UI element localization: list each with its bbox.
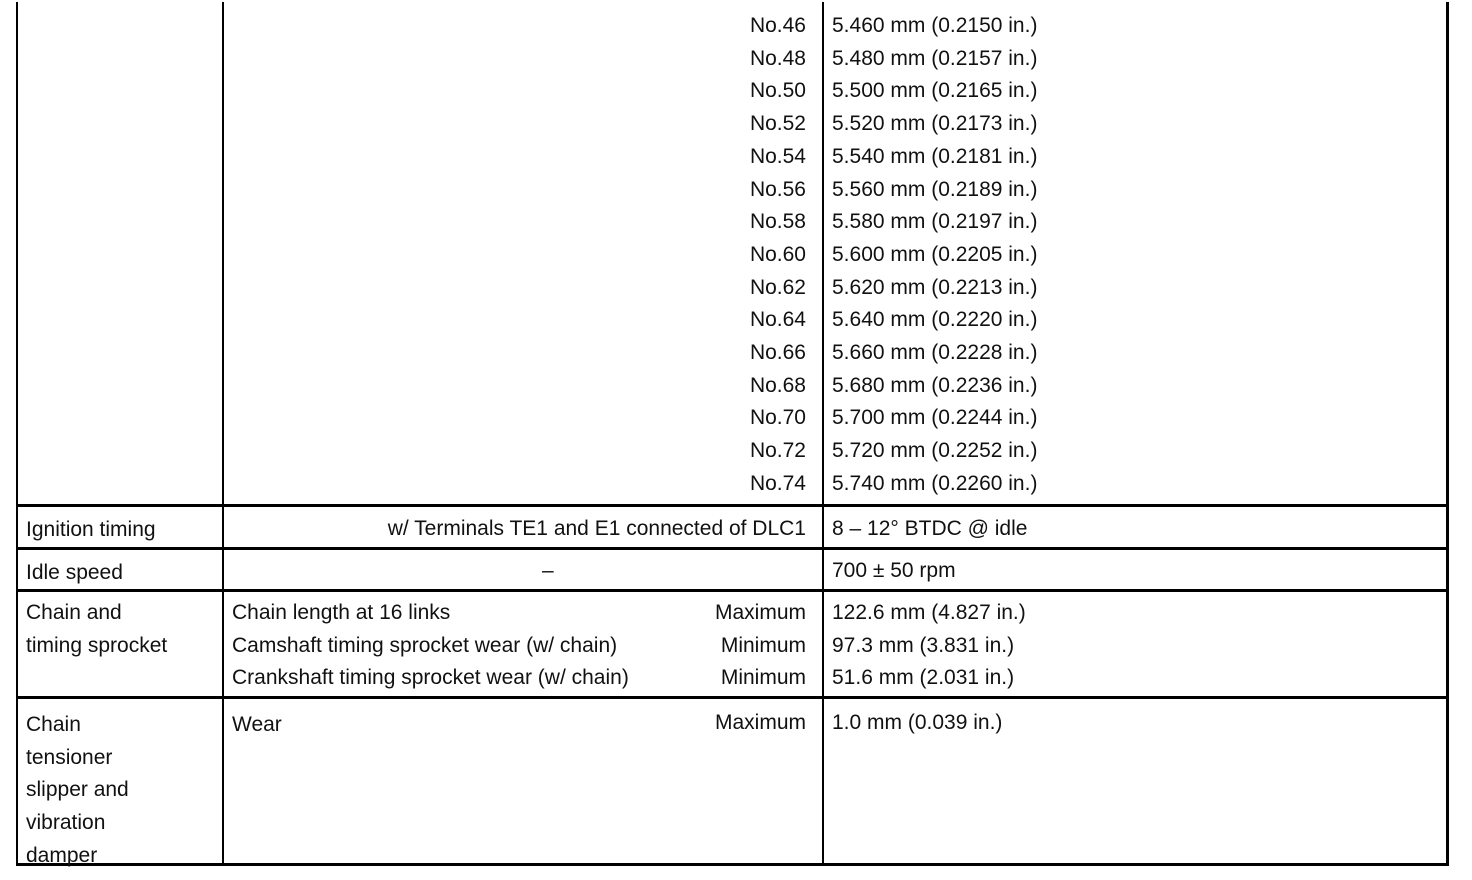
chain-item-label: Camshaft timing sprocket wear (w/ chain)	[232, 633, 618, 657]
shim-value: 5.720 mm (0.2252 in.)	[832, 439, 1038, 463]
shim-value: 5.580 mm (0.2197 in.)	[832, 210, 1038, 234]
chain-sprocket-row	[18, 589, 1446, 696]
idle-speed-spec: 700 ± 50 rpm	[832, 559, 956, 582]
shim-numbers	[750, 10, 806, 501]
shim-number: No.48	[749, 46, 806, 70]
chain-sprocket-limits	[715, 597, 806, 695]
spec-table	[16, 2, 1449, 866]
shim-number: No.54	[749, 144, 806, 168]
idle-speed-row	[18, 547, 1446, 589]
shim-value: 5.500 mm (0.2165 in.)	[832, 79, 1038, 103]
shim-value: 5.700 mm (0.2244 in.)	[832, 406, 1038, 430]
chain-item-value: 97.3 mm (3.831 in.)	[832, 633, 1015, 657]
idle-speed-label: Idle speed	[26, 561, 123, 584]
ignition-timing-label: Ignition timing	[26, 518, 156, 541]
chain-item-limit: Minimum	[720, 633, 806, 657]
chain-sprocket-label-line: timing sprocket	[26, 633, 168, 657]
shim-number: No.64	[749, 308, 806, 332]
chain-sprocket-values	[832, 597, 1026, 695]
shim-value: 5.740 mm (0.2260 in.)	[832, 471, 1038, 495]
chain-item-label: Chain length at 16 links	[232, 601, 451, 624]
chain-sprocket-label	[26, 597, 167, 662]
shim-number: No.72	[749, 439, 806, 463]
chain-sprocket-label-line: Chain and	[26, 601, 122, 624]
shim-number: No.74	[749, 471, 806, 495]
chain-tensioner-row	[18, 696, 1446, 867]
shim-number: No.56	[749, 177, 806, 201]
tensioner-wear-limit: Maximum	[714, 711, 806, 734]
chain-tensioner-label-line: damper	[26, 843, 98, 867]
chain-item-value: 51.6 mm (2.031 in.)	[832, 666, 1015, 690]
shim-value: 5.660 mm (0.2228 in.)	[832, 341, 1038, 365]
shim-value: 5.680 mm (0.2236 in.)	[832, 373, 1038, 397]
tensioner-wear-label: Wear	[232, 713, 282, 736]
ignition-timing-condition: w/ Terminals TE1 and E1 connected of DLC1	[387, 517, 806, 540]
shim-number: No.66	[749, 341, 806, 365]
shim-number: No.70	[749, 406, 806, 430]
shim-value: 5.620 mm (0.2213 in.)	[832, 275, 1038, 299]
chain-item-label: Crankshaft timing sprocket wear (w/ chain)	[232, 666, 629, 690]
shim-number: No.50	[749, 79, 806, 103]
chain-tensioner-label-line: slipper and	[26, 778, 129, 802]
idle-speed-condition: –	[542, 559, 554, 582]
ignition-timing-spec: 8 – 12° BTDC @ idle	[832, 517, 1028, 540]
shim-values	[832, 10, 1037, 501]
shim-value: 5.480 mm (0.2157 in.)	[832, 46, 1038, 70]
chain-item-limit: Minimum	[720, 666, 806, 690]
tensioner-wear-value: 1.0 mm (0.039 in.)	[832, 711, 1003, 734]
chain-tensioner-label-line: tensioner	[26, 745, 113, 769]
shim-number: No.52	[749, 112, 806, 136]
shim-value: 5.540 mm (0.2181 in.)	[832, 144, 1038, 168]
chain-sprocket-items	[232, 597, 629, 695]
ignition-timing-row	[18, 504, 1446, 547]
shim-value: 5.600 mm (0.2205 in.)	[832, 242, 1038, 266]
chain-item-value: 122.6 mm (4.827 in.)	[832, 601, 1026, 624]
shim-number: No.62	[749, 275, 806, 299]
shim-number: No.58	[749, 210, 806, 234]
shim-value: 5.460 mm (0.2150 in.)	[832, 14, 1038, 37]
shim-row	[18, 2, 1446, 504]
shim-number: No.60	[749, 242, 806, 266]
shim-value: 5.640 mm (0.2220 in.)	[832, 308, 1038, 332]
chain-tensioner-label-line: Chain	[26, 713, 81, 736]
chain-tensioner-label-line: vibration	[26, 811, 106, 835]
shim-number: No.46	[749, 14, 806, 37]
shim-value: 5.560 mm (0.2189 in.)	[832, 177, 1038, 201]
chain-tensioner-label	[26, 709, 129, 873]
shim-number: No.68	[749, 373, 806, 397]
chain-item-limit: Maximum	[714, 601, 806, 624]
shim-value: 5.520 mm (0.2173 in.)	[832, 112, 1038, 136]
